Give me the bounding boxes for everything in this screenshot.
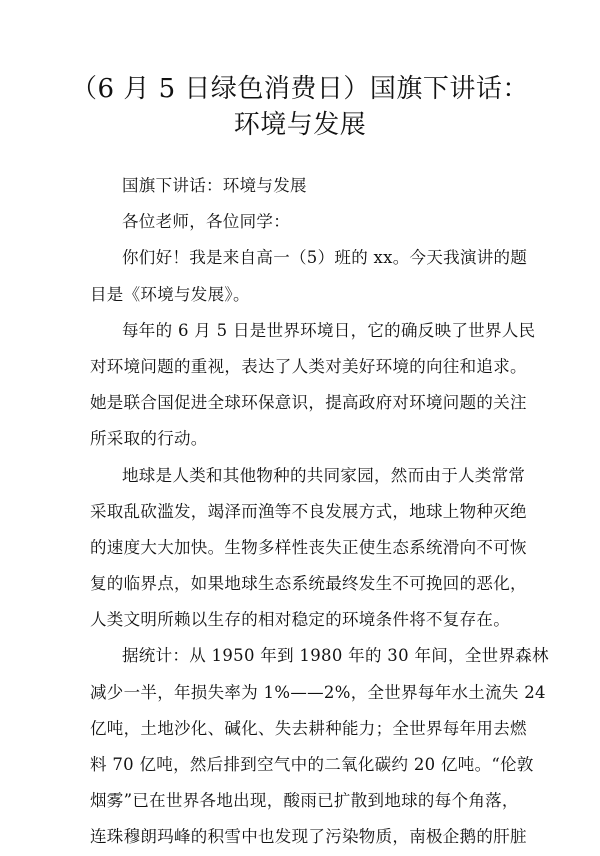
text-line: 目是《环境与发展》。 [90,284,250,304]
text-line: 料 70 亿吨，然后排到空气中的二氧化碳约 20 亿吨。“伦敦 [90,755,534,774]
text-line: 地球是人类和其他物种的共同家园，然而由于人类常常 [122,465,526,485]
document-title-line-2: 环境与发展 [233,110,367,140]
text-line: 对环境问题的重视，表达了人类对美好环境的向往和追求。 [90,356,527,376]
text-line: 烟雾”已在世界各地出现，酸雨已扩散到地球的每个角落， [90,791,519,811]
document-body [90,168,549,856]
text-line: 每年的 6 月 5 日是世界环境日，它的确反映了世界人民 [122,320,536,340]
text-line: 所采取的行动。 [90,429,208,449]
text-line: 人类文明所赖以生存的相对稳定的环境条件将不复存在。 [90,610,510,630]
text-line: 她是联合国促进全球环保意识，提高政府对环境问题的关注 [90,393,527,413]
text-line: 你们好！我是来自高一（5）班的 xx。今天我演讲的题 [122,248,528,268]
text-line: 减少一半，年损失率为 1%——2%，全世界每年水土流失 24 [90,682,546,702]
text-line: 亿吨，土地沙化、碱化、失去耕种能力；全世界每年用去燃 [90,718,527,738]
text-line: 据统计：从 1950 年到 1980 年的 30 年间，全世界森林 [122,646,549,666]
document-title-line-1: （6 月 5 日绿色消费日）国旗下讲话： [71,74,529,104]
text-line: 的速度大大加快。生物多样性丧失正使生态系统滑向不可恢 [90,537,527,557]
text-line: 各位老师，各位同学： [122,212,290,232]
text-line: 复的临界点，如果地球生态系统最终发生不可挽回的恶化， [90,574,527,594]
text-line: 国旗下讲话：环境与发展 [122,176,307,195]
text-line: 采取乱砍滥发，竭泽而渔等不良发展方式，地球上物种灭绝 [90,501,527,521]
text-line: 连珠穆朗玛峰的积雪中也发现了污染物质，南极企鹅的肝脏 [90,827,527,847]
